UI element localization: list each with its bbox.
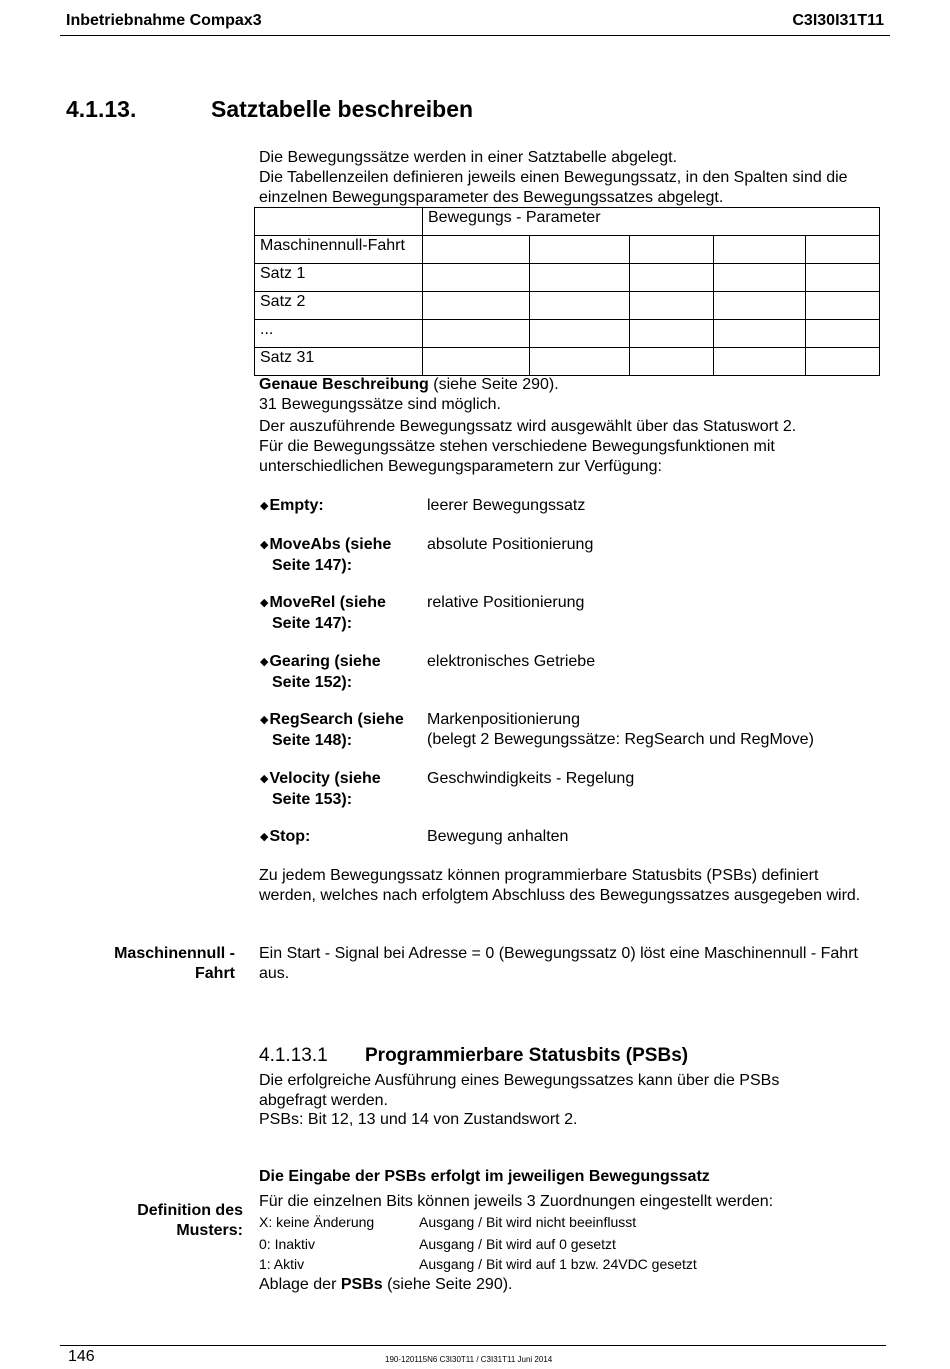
table-cell	[630, 320, 714, 348]
desc-line-3: Für die Bewegungssätze stehen verschiedene Bewegungsfunktionen mit unterschiedlichen Bewegungsparametern zur Verfügung:	[259, 438, 775, 475]
diamond-bullet-icon: ◆	[260, 831, 269, 843]
table-cell	[630, 236, 714, 264]
desc-line-1: 31 Bewegungssätze sind möglich.	[259, 396, 501, 413]
table-cell	[530, 236, 630, 264]
table-cell	[806, 320, 880, 348]
genaue-beschreibung-ref: (siehe Seite 290).	[428, 376, 559, 393]
function-desc: relative Positionierung	[427, 594, 585, 611]
satztabelle	[254, 207, 880, 376]
intro-line-2: Die Tabellenzeilen definieren jeweils einen Bewegungssatz, in den Spalten sind die einzelnen Bewegungsparameter des Bewegungssatzes abgelegt.	[259, 169, 848, 206]
table-header-row	[255, 208, 880, 236]
definition-text: Für die einzelnen Bits können jeweils 3 Zuordnungen eingestellt werden:	[259, 1193, 774, 1210]
margin-label-definition: Definition des Musters:	[137, 1202, 243, 1239]
function-desc-note: (belegt 2 Bewegungssätze: RegSearch und RegMove)	[427, 731, 814, 748]
table-cell	[806, 236, 880, 264]
diamond-bullet-icon: ◆	[260, 714, 269, 726]
table-cell	[530, 348, 630, 376]
table-cell	[806, 292, 880, 320]
function-term: ◆Stop:	[260, 828, 311, 845]
ablage-text: Ablage der PSBs (siehe Seite 290).	[259, 1276, 513, 1293]
function-term: ◆Velocity (siehe Seite 153):	[260, 770, 381, 808]
function-desc: elektronisches Getriebe	[427, 653, 596, 670]
footer-doc-ref: 190-120115N6 C3I30T11 / C3I31T11 Juni 2014	[385, 1355, 553, 1364]
diamond-bullet-icon: ◆	[260, 500, 269, 512]
table-cell	[423, 236, 530, 264]
function-term: ◆Empty:	[260, 497, 324, 514]
subsection-text-1: Die erfolgreiche Ausführung eines Bewegungssatzes kann über die PSBs abgefragt werden.	[259, 1072, 780, 1109]
definition-value: Ausgang / Bit wird nicht beeinflusst	[419, 1214, 637, 1230]
subsection-text-2: PSBs: Bit 12, 13 und 14 von Zustandswort 2.	[259, 1111, 578, 1128]
definition-key: 0: Inaktiv	[259, 1236, 316, 1252]
table-cell	[630, 292, 714, 320]
table-cell	[630, 348, 714, 376]
table-corner-cell	[255, 208, 423, 236]
table-row-label: Satz 31	[255, 348, 423, 376]
subsection-number: 4.1.13.1	[259, 1045, 328, 1066]
psb-intro: Zu jedem Bewegungssatz können programmierbare Statusbits (PSBs) definiert werden, welches nach erfolgtem Abschluss des Bewegungssatzes ausgegeben wird.	[259, 867, 861, 904]
table-cell	[714, 348, 806, 376]
section-number: 4.1.13.	[66, 96, 137, 122]
table-cell	[714, 236, 806, 264]
genaue-beschreibung	[259, 375, 879, 395]
table-row	[255, 236, 880, 264]
table-cell	[630, 264, 714, 292]
table-cell	[714, 292, 806, 320]
function-term: ◆Gearing (siehe Seite 152):	[260, 653, 381, 691]
diamond-bullet-icon: ◆	[260, 773, 269, 785]
desc-line-2: Der auszuführende Bewegungssatz wird ausgewählt über das Statuswort 2.	[259, 418, 797, 435]
table-row-label: Maschinennull-Fahrt	[255, 236, 423, 264]
table-cell	[806, 264, 880, 292]
table-cell	[714, 264, 806, 292]
section-title: Satztabelle beschreiben	[211, 96, 474, 122]
footer-rule	[60, 1345, 886, 1346]
table-cell	[530, 320, 630, 348]
header-rule	[60, 35, 890, 36]
table-row-label: Satz 1	[255, 264, 423, 292]
diamond-bullet-icon: ◆	[260, 656, 269, 668]
function-term: ◆MoveAbs (siehe Seite 147):	[260, 536, 392, 574]
maschinennull-text: Ein Start - Signal bei Adresse = 0 (Bewegungssatz 0) löst eine Maschinennull - Fahrt aus.	[259, 945, 858, 982]
function-term: ◆MoveRel (siehe Seite 147):	[260, 594, 386, 632]
table-row	[255, 348, 880, 376]
function-desc: Geschwindigkeits - Regelung	[427, 770, 635, 787]
function-desc: Markenpositionierung	[427, 711, 580, 728]
definition-key: X: keine Änderung	[259, 1214, 375, 1230]
table-cell	[423, 292, 530, 320]
table-cell	[530, 264, 630, 292]
page-number: 146	[68, 1348, 95, 1365]
diamond-bullet-icon: ◆	[260, 597, 269, 609]
genaue-beschreibung-bold: Genaue Beschreibung	[259, 376, 429, 393]
definition-value: Ausgang / Bit wird auf 0 gesetzt	[419, 1236, 616, 1252]
table-cell	[530, 292, 630, 320]
table-row-label: Satz 2	[255, 292, 423, 320]
intro-line-1: Die Bewegungssätze werden in einer Satztabelle abgelegt.	[259, 149, 678, 166]
margin-label-maschinennull: Maschinennull - Fahrt	[114, 945, 235, 982]
header-title: Inbetriebnahme Compax3	[66, 12, 262, 29]
table-row	[255, 264, 880, 292]
function-term: ◆RegSearch (siehe Seite 148):	[260, 711, 404, 749]
table-row	[255, 292, 880, 320]
table-row-label: ...	[255, 320, 423, 348]
subsection-title: Programmierbare Statusbits (PSBs)	[365, 1045, 689, 1066]
definition-key: 1: Aktiv	[259, 1256, 305, 1272]
header-doc-id: C3I30I31T11	[792, 12, 884, 29]
table-cell	[806, 348, 880, 376]
table-header-cell: Bewegungs - Parameter	[423, 208, 880, 236]
eingabe-heading: Die Eingabe der PSBs erfolgt im jeweiligen Bewegungssatz	[259, 1168, 710, 1185]
table-row	[255, 320, 880, 348]
diamond-bullet-icon: ◆	[260, 539, 269, 551]
function-desc: absolute Positionierung	[427, 536, 594, 553]
function-desc: Bewegung anhalten	[427, 828, 569, 845]
definition-value: Ausgang / Bit wird auf 1 bzw. 24VDC gesetzt	[419, 1256, 697, 1272]
function-desc: leerer Bewegungssatz	[427, 497, 586, 514]
table-cell	[423, 320, 530, 348]
table-cell	[423, 264, 530, 292]
table-cell	[714, 320, 806, 348]
table-cell	[423, 348, 530, 376]
